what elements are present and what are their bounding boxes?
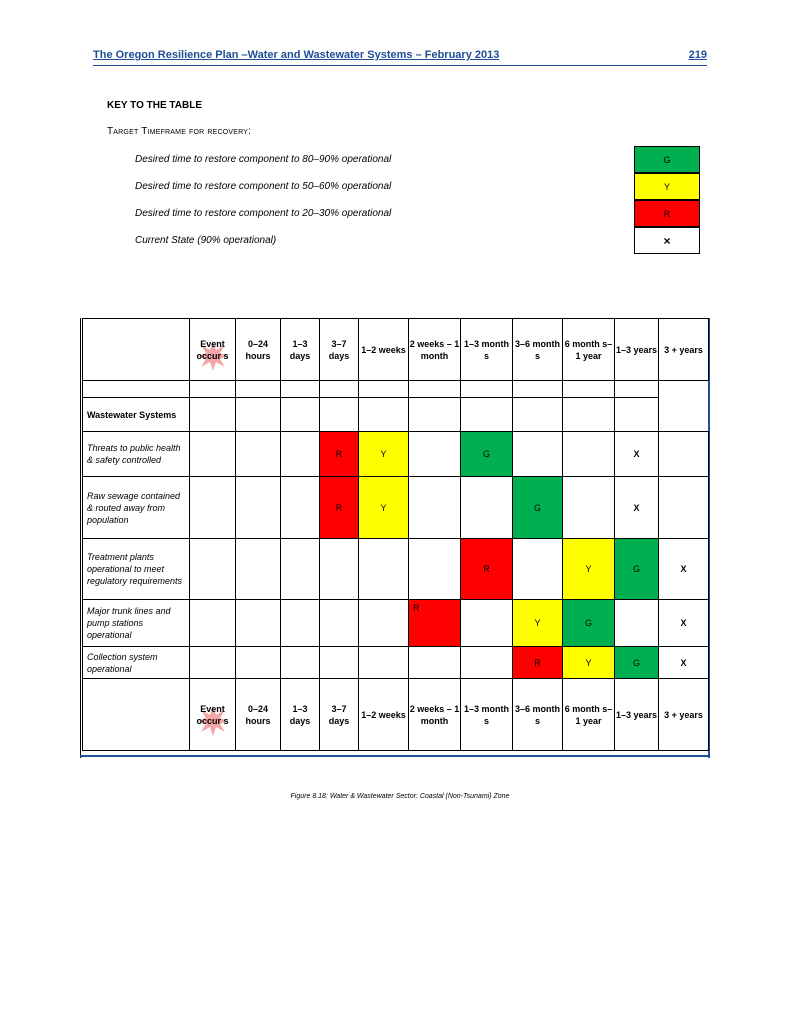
status-cell-red: R (320, 477, 359, 539)
header-row-bottom (83, 679, 709, 751)
status-cell (236, 432, 281, 477)
status-cell-current: X (659, 647, 709, 679)
status-cell (281, 647, 320, 679)
key-box-current (634, 227, 700, 254)
col-footer: 1–3 days (281, 679, 320, 751)
col-header: 3–6 month s (513, 319, 563, 381)
status-cell (513, 432, 563, 477)
event-label: Event occur s (196, 338, 229, 361)
group-label-wastewater: Wastewater Systems (83, 398, 190, 432)
status-cell (563, 477, 615, 539)
status-cell (409, 432, 461, 477)
status-cell (281, 600, 320, 647)
status-cell-yellow: Y (359, 432, 409, 477)
status-cell (409, 477, 461, 539)
row-label: Raw sewage contained & routed away from population (83, 477, 190, 539)
key-box-green-label: G (663, 154, 671, 165)
status-cell (461, 600, 513, 647)
status-cell (190, 647, 236, 679)
key-box-current-label: × (663, 233, 671, 248)
status-cell-yellow: Y (359, 477, 409, 539)
status-cell (461, 477, 513, 539)
status-cell (359, 539, 409, 600)
col-footer: 0–24 hours (236, 679, 281, 751)
table-row (83, 600, 709, 647)
status-cell-green: G (615, 647, 659, 679)
status-cell (281, 432, 320, 477)
status-cell (359, 647, 409, 679)
status-cell (236, 600, 281, 647)
table-frame-bottom (80, 755, 710, 757)
status-cell (409, 539, 461, 600)
status-cell-green: G (563, 600, 615, 647)
key-row-yellow-text: Desired time to restore component to 50–60% operational (135, 181, 392, 192)
status-cell (236, 647, 281, 679)
status-cell-green: G (513, 477, 563, 539)
col-footer: 6 month s–1 year (563, 679, 615, 751)
key-row-current-text: Current State (90% operational) (135, 235, 277, 246)
status-cell-current: X (659, 539, 709, 600)
status-cell (659, 432, 709, 477)
figure-caption: Figure 8.18: Water & Wastewater Sector: Coastal (Non-Tsunami) Zone (290, 793, 510, 800)
key-box-red (634, 200, 700, 227)
spacer-row (83, 381, 709, 398)
col-header: 3 + years (659, 319, 709, 381)
status-cell (659, 477, 709, 539)
status-cell (281, 539, 320, 600)
status-cell-current: X (615, 432, 659, 477)
document-title[interactable]: The Oregon Resilience Plan –Water and Wastewater Systems – February 2013 (93, 49, 500, 61)
status-cell (190, 600, 236, 647)
row-label: Collection system operational (83, 647, 190, 679)
status-cell-current: X (659, 600, 709, 647)
status-cell-yellow: Y (563, 539, 615, 600)
col-header: 3–7 days (320, 319, 359, 381)
col-footer: 2 weeks – 1 month (409, 679, 461, 751)
recovery-table-frame (80, 318, 710, 758)
col-footer: 1–3 month s (461, 679, 513, 751)
status-cell (236, 539, 281, 600)
col-footer: 3 + years (659, 679, 709, 751)
status-cell-green: G (461, 432, 513, 477)
col-header: 1–3 month s (461, 319, 513, 381)
page-number[interactable]: 219 (688, 49, 707, 61)
status-cell (190, 432, 236, 477)
status-cell-red: R (461, 539, 513, 600)
col-footer: 3–6 month s (513, 679, 563, 751)
status-cell (190, 539, 236, 600)
col-header: 2 weeks – 1 month (409, 319, 461, 381)
col-header: 0–24 hours (236, 319, 281, 381)
status-cell (615, 600, 659, 647)
row-label: Treatment plants operational to meet regulatory requirements (83, 539, 190, 600)
table-row (83, 477, 709, 539)
status-cell (190, 477, 236, 539)
status-cell (320, 539, 359, 600)
table-frame-left (80, 318, 81, 758)
col-header: 1–2 weeks (359, 319, 409, 381)
key-row-red-text: Desired time to restore component to 20–30% operational (135, 208, 392, 219)
table-row (83, 432, 709, 477)
header-empty-cell (83, 319, 190, 381)
recovery-timeframe-table (82, 318, 709, 751)
col-header: 6 month s–1 year (563, 319, 615, 381)
key-box-red-label: R (663, 208, 671, 219)
event-label: Event occur s (196, 703, 229, 726)
key-heading: KEY TO THE TABLE (107, 100, 203, 111)
page-header (93, 49, 707, 66)
status-cell (281, 477, 320, 539)
status-cell (236, 477, 281, 539)
status-cell-red: R (409, 600, 461, 647)
col-footer-event (190, 679, 236, 751)
status-cell (513, 539, 563, 600)
group-row (83, 398, 709, 432)
col-footer: 3–7 days (320, 679, 359, 751)
footer-empty-cell (83, 679, 190, 751)
status-cell-yellow: Y (513, 600, 563, 647)
status-cell-current: X (615, 477, 659, 539)
status-cell (320, 647, 359, 679)
table-row (83, 539, 709, 600)
col-footer: 1–3 years (615, 679, 659, 751)
col-footer: 1–2 weeks (359, 679, 409, 751)
col-header: 1–3 days (281, 319, 320, 381)
status-cell-red: R (320, 432, 359, 477)
status-cell-red: R (513, 647, 563, 679)
header-row-top (83, 319, 709, 381)
col-header: 1–3 years (615, 319, 659, 381)
status-cell (563, 432, 615, 477)
table-row (83, 647, 709, 679)
status-cell-green: G (615, 539, 659, 600)
key-subheading: Target Timeframe for recovery: (107, 126, 252, 137)
status-cell (359, 600, 409, 647)
key-box-green (634, 146, 700, 173)
status-cell (409, 647, 461, 679)
status-cell (320, 600, 359, 647)
key-box-yellow-label: Y (663, 181, 670, 192)
row-label: Major trunk lines and pump stations operational (83, 600, 190, 647)
status-cell (461, 647, 513, 679)
col-header-event (190, 319, 236, 381)
key-box-yellow (634, 173, 700, 200)
row-label: Threats to public health & safety controlled (83, 432, 190, 477)
key-row-green-text: Desired time to restore component to 80–90% operational (135, 154, 392, 165)
status-cell-yellow: Y (563, 647, 615, 679)
